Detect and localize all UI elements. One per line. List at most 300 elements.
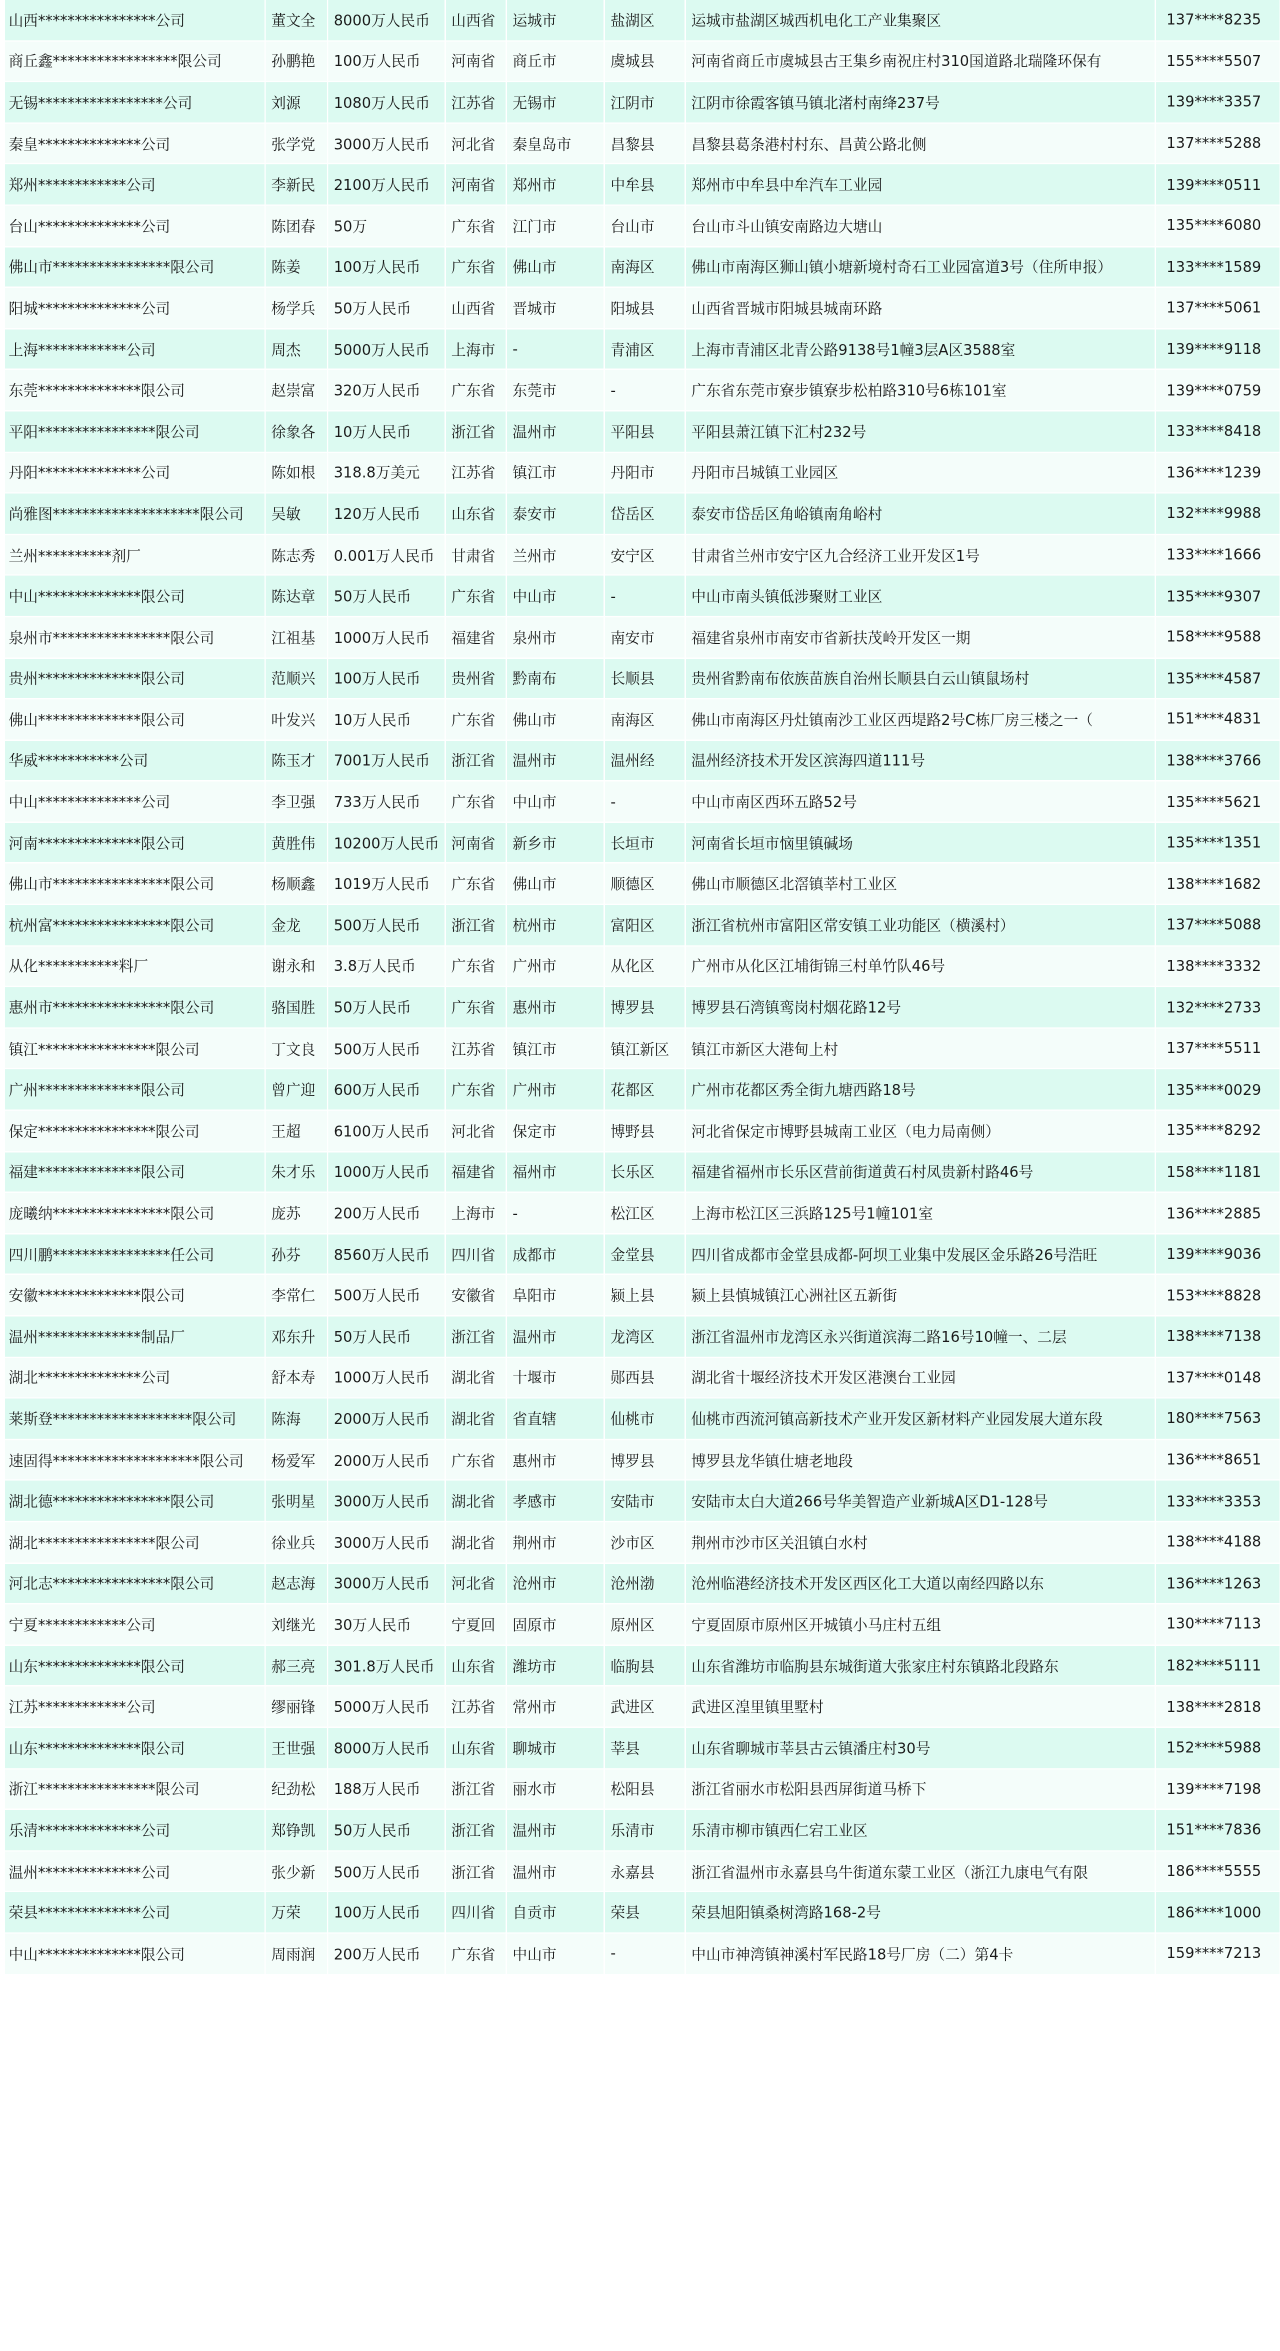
phone-cell: 133****1666 (1155, 534, 1280, 575)
phone-cell: 135****5621 (1155, 781, 1280, 822)
table-row (5, 1398, 1280, 1439)
legal-person-cell: 纪劲松 (265, 1768, 327, 1809)
city-cell: 镇江市 (506, 452, 604, 493)
legal-person-cell: 万荣 (265, 1892, 327, 1933)
province-cell: 广东省 (445, 370, 506, 411)
table-row (5, 123, 1280, 164)
registered-capital-cell: 3000万人民币 (327, 123, 445, 164)
registered-capital-cell: 120万人民币 (327, 493, 445, 534)
address-cell: 乐清市柳市镇西仁宕工业区 (685, 1809, 1155, 1850)
legal-person-cell: 江祖基 (265, 616, 327, 657)
address-cell: 佛山市南海区丹灶镇南沙工业区西堤路2号C栋厂房三楼之一（ (685, 699, 1155, 740)
phone-cell: 136****2885 (1155, 1192, 1280, 1233)
city-cell: 运城市 (506, 0, 604, 41)
company-name-cell: 佛山市****************限公司 (5, 246, 265, 287)
company-name-cell: 兰州**********剂厂 (5, 534, 265, 575)
province-cell: 四川省 (445, 1892, 506, 1933)
registered-capital-cell: 1000万人民币 (327, 1151, 445, 1192)
district-cell: 江阴市 (604, 82, 685, 123)
city-cell: 兰州市 (506, 534, 604, 575)
legal-person-cell: 杨学兵 (265, 287, 327, 328)
registered-capital-cell: 7001万人民币 (327, 740, 445, 781)
address-cell: 山西省晋城市阳城县城南环路 (685, 287, 1155, 328)
city-cell: 中山市 (506, 781, 604, 822)
table-row (5, 1316, 1280, 1357)
company-name-cell: 浙江****************限公司 (5, 1768, 265, 1809)
company-name-cell: 中山**************限公司 (5, 575, 265, 616)
company-name-cell: 无锡*****************公司 (5, 82, 265, 123)
address-cell: 广东省东莞市寮步镇寮步松柏路310号6栋101室 (685, 370, 1155, 411)
address-cell: 广州市从化区江埔街锦三村单竹队46号 (685, 946, 1155, 987)
district-cell: 台山市 (604, 205, 685, 246)
table-row (5, 1768, 1280, 1809)
address-cell: 丹阳市吕城镇工业园区 (685, 452, 1155, 493)
province-cell: 山东省 (445, 1645, 506, 1686)
address-cell: 中山市南头镇低涉聚财工业区 (685, 575, 1155, 616)
address-cell: 博罗县石湾镇鸾岗村烟花路12号 (685, 987, 1155, 1028)
registered-capital-cell: 320万人民币 (327, 370, 445, 411)
legal-person-cell: 陈玉才 (265, 740, 327, 781)
table-row (5, 699, 1280, 740)
table-body (5, 0, 1280, 1974)
province-cell: 湖北省 (445, 1398, 506, 1439)
district-cell: - (604, 1933, 685, 1974)
registered-capital-cell: 50万人民币 (327, 1809, 445, 1850)
table-row (5, 328, 1280, 369)
legal-person-cell: 杨顺鑫 (265, 863, 327, 904)
district-cell: 莘县 (604, 1727, 685, 1768)
legal-person-cell: 吴敏 (265, 493, 327, 534)
address-cell: 湖北省十堰经济技术开发区港澳台工业园 (685, 1357, 1155, 1398)
legal-person-cell: 朱才乐 (265, 1151, 327, 1192)
registered-capital-cell: 10万人民币 (327, 411, 445, 452)
company-name-cell: 四川鹏****************任公司 (5, 1234, 265, 1275)
district-cell: 平阳县 (604, 411, 685, 452)
table-row (5, 987, 1280, 1028)
city-cell: 惠州市 (506, 987, 604, 1028)
table-row (5, 411, 1280, 452)
province-cell: 湖北省 (445, 1357, 506, 1398)
table-row (5, 740, 1280, 781)
registered-capital-cell: 500万人民币 (327, 904, 445, 945)
province-cell: 河北省 (445, 123, 506, 164)
province-cell: 广东省 (445, 205, 506, 246)
district-cell: 长乐区 (604, 1151, 685, 1192)
province-cell: 广东省 (445, 1069, 506, 1110)
legal-person-cell: 陈海 (265, 1398, 327, 1439)
company-name-cell: 镇江****************限公司 (5, 1028, 265, 1069)
table-row (5, 1645, 1280, 1686)
company-name-cell: 温州**************公司 (5, 1851, 265, 1892)
province-cell: 广东省 (445, 863, 506, 904)
registered-capital-cell: 301.8万人民币 (327, 1645, 445, 1686)
registered-capital-cell: 5000万人民币 (327, 328, 445, 369)
address-cell: 仙桃市西流河镇高新技术产业开发区新材料产业园发展大道东段 (685, 1398, 1155, 1439)
district-cell: 安宁区 (604, 534, 685, 575)
district-cell: 富阳区 (604, 904, 685, 945)
phone-cell: 180****7563 (1155, 1398, 1280, 1439)
city-cell: 秦皇岛市 (506, 123, 604, 164)
phone-cell: 136****1263 (1155, 1563, 1280, 1604)
table-row (5, 1563, 1280, 1604)
company-name-cell: 速固得********************限公司 (5, 1439, 265, 1480)
address-cell: 台山市斗山镇安南路边大塘山 (685, 205, 1155, 246)
phone-cell: 153****8828 (1155, 1275, 1280, 1316)
company-name-cell: 平阳****************限公司 (5, 411, 265, 452)
legal-person-cell: 李常仁 (265, 1275, 327, 1316)
registered-capital-cell: 100万人民币 (327, 41, 445, 82)
district-cell: 顺德区 (604, 863, 685, 904)
legal-person-cell: 孙芬 (265, 1234, 327, 1275)
district-cell: 安陆市 (604, 1480, 685, 1521)
address-cell: 浙江省温州市永嘉县乌牛街道东蒙工业区（浙江九康电气有限 (685, 1851, 1155, 1892)
company-name-cell: 山西****************公司 (5, 0, 265, 41)
district-cell: 南安市 (604, 616, 685, 657)
legal-person-cell: 孙鹏艳 (265, 41, 327, 82)
table-row (5, 946, 1280, 987)
registered-capital-cell: 50万人民币 (327, 575, 445, 616)
legal-person-cell: 赵崇富 (265, 370, 327, 411)
address-cell: 颍上县慎城镇江心洲社区五新街 (685, 1275, 1155, 1316)
district-cell: 博罗县 (604, 1439, 685, 1480)
table-row (5, 904, 1280, 945)
city-cell: 阜阳市 (506, 1275, 604, 1316)
address-cell: 昌黎县葛条港村村东、昌黄公路北侧 (685, 123, 1155, 164)
phone-cell: 132****9988 (1155, 493, 1280, 534)
city-cell: 黔南布 (506, 658, 604, 699)
province-cell: 湖北省 (445, 1480, 506, 1521)
legal-person-cell: 杨爱军 (265, 1439, 327, 1480)
district-cell: 盐湖区 (604, 0, 685, 41)
city-cell: 温州市 (506, 1851, 604, 1892)
table-row (5, 41, 1280, 82)
address-cell: 贵州省黔南布依族苗族自治州长顺县白云山镇鼠场村 (685, 658, 1155, 699)
legal-person-cell: 李新民 (265, 164, 327, 205)
address-cell: 福建省福州市长乐区营前街道黄石村凤贵新村路46号 (685, 1151, 1155, 1192)
company-name-cell: 杭州富****************限公司 (5, 904, 265, 945)
phone-cell: 151****7836 (1155, 1809, 1280, 1850)
city-cell: 固原市 (506, 1604, 604, 1645)
phone-cell: 186****5555 (1155, 1851, 1280, 1892)
company-table (5, 0, 1280, 1975)
company-name-cell: 湖北德****************限公司 (5, 1480, 265, 1521)
province-cell: 贵州省 (445, 658, 506, 699)
city-cell: 佛山市 (506, 246, 604, 287)
table-row (5, 1234, 1280, 1275)
district-cell: 荣县 (604, 1892, 685, 1933)
city-cell: 温州市 (506, 411, 604, 452)
province-cell: 江苏省 (445, 452, 506, 493)
phone-cell: 186****1000 (1155, 1892, 1280, 1933)
legal-person-cell: 周雨润 (265, 1933, 327, 1974)
table-row (5, 1192, 1280, 1233)
address-cell: 河南省长垣市恼里镇碱场 (685, 822, 1155, 863)
address-cell: 博罗县龙华镇仕塘老地段 (685, 1439, 1155, 1480)
table-row (5, 1028, 1280, 1069)
table-row (5, 287, 1280, 328)
province-cell: 广东省 (445, 781, 506, 822)
legal-person-cell: 陈志秀 (265, 534, 327, 575)
registered-capital-cell: 100万人民币 (327, 1892, 445, 1933)
province-cell: 浙江省 (445, 411, 506, 452)
district-cell: 松江区 (604, 1192, 685, 1233)
legal-person-cell: 刘源 (265, 82, 327, 123)
company-name-cell: 湖北**************公司 (5, 1357, 265, 1398)
company-name-cell: 河南**************限公司 (5, 822, 265, 863)
city-cell: 孝感市 (506, 1480, 604, 1521)
registered-capital-cell: 500万人民币 (327, 1028, 445, 1069)
district-cell: 温州经 (604, 740, 685, 781)
company-name-cell: 安徽**************限公司 (5, 1275, 265, 1316)
table-row (5, 616, 1280, 657)
phone-cell: 137****5288 (1155, 123, 1280, 164)
phone-cell: 133****3353 (1155, 1480, 1280, 1521)
phone-cell: 139****7198 (1155, 1768, 1280, 1809)
province-cell: 福建省 (445, 1151, 506, 1192)
province-cell: 江苏省 (445, 1686, 506, 1727)
table-row (5, 1892, 1280, 1933)
address-cell: 运城市盐湖区城西机电化工产业集聚区 (685, 0, 1155, 41)
province-cell: 广东省 (445, 987, 506, 1028)
district-cell: 丹阳市 (604, 452, 685, 493)
district-cell: 阳城县 (604, 287, 685, 328)
address-cell: 荣县旭阳镇桑树湾路168-2号 (685, 1892, 1155, 1933)
address-cell: 山东省潍坊市临朐县东城街道大张家庄村东镇路北段路东 (685, 1645, 1155, 1686)
registered-capital-cell: 100万人民币 (327, 246, 445, 287)
phone-cell: 138****2818 (1155, 1686, 1280, 1727)
phone-cell: 137****5088 (1155, 904, 1280, 945)
district-cell: 仙桃市 (604, 1398, 685, 1439)
company-name-cell: 惠州市****************限公司 (5, 987, 265, 1028)
legal-person-cell: 张学党 (265, 123, 327, 164)
phone-cell: 139****0511 (1155, 164, 1280, 205)
phone-cell: 139****9118 (1155, 328, 1280, 369)
district-cell: 龙湾区 (604, 1316, 685, 1357)
table-row (5, 0, 1280, 41)
table-row (5, 575, 1280, 616)
company-name-cell: 河北志****************限公司 (5, 1563, 265, 1604)
registered-capital-cell: 3000万人民币 (327, 1522, 445, 1563)
table-row (5, 1686, 1280, 1727)
province-cell: 广东省 (445, 246, 506, 287)
phone-cell: 136****1239 (1155, 452, 1280, 493)
table-row (5, 205, 1280, 246)
province-cell: 浙江省 (445, 1851, 506, 1892)
district-cell: 永嘉县 (604, 1851, 685, 1892)
district-cell: 青浦区 (604, 328, 685, 369)
city-cell: 省直辖 (506, 1398, 604, 1439)
company-name-cell: 温州**************制品厂 (5, 1316, 265, 1357)
city-cell: 泰安市 (506, 493, 604, 534)
province-cell: 河北省 (445, 1110, 506, 1151)
company-name-cell: 东莞**************限公司 (5, 370, 265, 411)
phone-cell: 136****8651 (1155, 1439, 1280, 1480)
registered-capital-cell: 200万人民币 (327, 1933, 445, 1974)
province-cell: 广东省 (445, 1439, 506, 1480)
phone-cell: 135****4587 (1155, 658, 1280, 699)
registered-capital-cell: 3000万人民币 (327, 1563, 445, 1604)
phone-cell: 133****8418 (1155, 411, 1280, 452)
phone-cell: 139****3357 (1155, 82, 1280, 123)
phone-cell: 135****0029 (1155, 1069, 1280, 1110)
company-name-cell: 山东**************限公司 (5, 1727, 265, 1768)
city-cell: 中山市 (506, 1933, 604, 1974)
city-cell: 福州市 (506, 1151, 604, 1192)
legal-person-cell: 刘继光 (265, 1604, 327, 1645)
legal-person-cell: 赵志海 (265, 1563, 327, 1604)
table-row (5, 164, 1280, 205)
district-cell: 金堂县 (604, 1234, 685, 1275)
city-cell: - (506, 328, 604, 369)
district-cell: 镇江新区 (604, 1028, 685, 1069)
address-cell: 宁夏固原市原州区开城镇小马庄村五组 (685, 1604, 1155, 1645)
phone-cell: 152****5988 (1155, 1727, 1280, 1768)
address-cell: 沧州临港经济技术开发区西区化工大道以南经四路以东 (685, 1563, 1155, 1604)
district-cell: 昌黎县 (604, 123, 685, 164)
registered-capital-cell: 3.8万人民币 (327, 946, 445, 987)
registered-capital-cell: 2000万人民币 (327, 1439, 445, 1480)
legal-person-cell: 王世强 (265, 1727, 327, 1768)
legal-person-cell: 张少新 (265, 1851, 327, 1892)
company-name-cell: 佛山市****************限公司 (5, 863, 265, 904)
company-name-cell: 宁夏************公司 (5, 1604, 265, 1645)
address-cell: 山东省聊城市莘县古云镇潘庄村30号 (685, 1727, 1155, 1768)
company-name-cell: 保定****************限公司 (5, 1110, 265, 1151)
province-cell: 湖北省 (445, 1522, 506, 1563)
address-cell: 平阳县萧江镇下汇村232号 (685, 411, 1155, 452)
city-cell: 东莞市 (506, 370, 604, 411)
district-cell: 虞城县 (604, 41, 685, 82)
district-cell: 南海区 (604, 246, 685, 287)
address-cell: 荆州市沙市区关沮镇白水村 (685, 1522, 1155, 1563)
legal-person-cell: 陈团春 (265, 205, 327, 246)
district-cell: 沧州渤 (604, 1563, 685, 1604)
legal-person-cell: 陈达章 (265, 575, 327, 616)
registered-capital-cell: 6100万人民币 (327, 1110, 445, 1151)
legal-person-cell: 郑铮凯 (265, 1809, 327, 1850)
legal-person-cell: 金龙 (265, 904, 327, 945)
city-cell: - (506, 1192, 604, 1233)
legal-person-cell: 黄胜伟 (265, 822, 327, 863)
registered-capital-cell: 200万人民币 (327, 1192, 445, 1233)
district-cell: - (604, 781, 685, 822)
phone-cell: 133****1589 (1155, 246, 1280, 287)
table-row (5, 1275, 1280, 1316)
phone-cell: 135****1351 (1155, 822, 1280, 863)
company-name-cell: 乐清**************公司 (5, 1809, 265, 1850)
city-cell: 晋城市 (506, 287, 604, 328)
registered-capital-cell: 1019万人民币 (327, 863, 445, 904)
legal-person-cell: 骆国胜 (265, 987, 327, 1028)
city-cell: 潍坊市 (506, 1645, 604, 1686)
company-name-cell: 华威***********公司 (5, 740, 265, 781)
address-cell: 佛山市南海区狮山镇小塘新境村奇石工业园富道3号（住所申报） (685, 246, 1155, 287)
table-row (5, 1851, 1280, 1892)
registered-capital-cell: 188万人民币 (327, 1768, 445, 1809)
district-cell: 长顺县 (604, 658, 685, 699)
phone-cell: 137****8235 (1155, 0, 1280, 41)
registered-capital-cell: 10200万人民币 (327, 822, 445, 863)
city-cell: 温州市 (506, 740, 604, 781)
registered-capital-cell: 5000万人民币 (327, 1686, 445, 1727)
table-row (5, 1809, 1280, 1850)
legal-person-cell: 舒本寿 (265, 1357, 327, 1398)
legal-person-cell: 谢永和 (265, 946, 327, 987)
registered-capital-cell: 733万人民币 (327, 781, 445, 822)
company-name-cell: 上海************公司 (5, 328, 265, 369)
city-cell: 十堰市 (506, 1357, 604, 1398)
company-name-cell: 泉州市****************限公司 (5, 616, 265, 657)
legal-person-cell: 张明星 (265, 1480, 327, 1521)
legal-person-cell: 李卫强 (265, 781, 327, 822)
company-name-cell: 中山**************公司 (5, 781, 265, 822)
address-cell: 浙江省温州市龙湾区永兴街道滨海二路16号10幢一、二层 (685, 1316, 1155, 1357)
phone-cell: 151****4831 (1155, 699, 1280, 740)
registered-capital-cell: 2100万人民币 (327, 164, 445, 205)
phone-cell: 138****4188 (1155, 1522, 1280, 1563)
registered-capital-cell: 30万人民币 (327, 1604, 445, 1645)
phone-cell: 138****7138 (1155, 1316, 1280, 1357)
registered-capital-cell: 8000万人民币 (327, 1727, 445, 1768)
registered-capital-cell: 318.8万美元 (327, 452, 445, 493)
city-cell: 新乡市 (506, 822, 604, 863)
province-cell: 四川省 (445, 1234, 506, 1275)
city-cell: 佛山市 (506, 699, 604, 740)
table-row (5, 246, 1280, 287)
address-cell: 浙江省杭州市富阳区常安镇工业功能区（横溪村） (685, 904, 1155, 945)
legal-person-cell: 徐象各 (265, 411, 327, 452)
city-cell: 丽水市 (506, 1768, 604, 1809)
province-cell: 江苏省 (445, 1028, 506, 1069)
phone-cell: 135****8292 (1155, 1110, 1280, 1151)
city-cell: 常州市 (506, 1686, 604, 1727)
company-name-cell: 丹阳**************公司 (5, 452, 265, 493)
city-cell: 成都市 (506, 1234, 604, 1275)
province-cell: 河南省 (445, 822, 506, 863)
city-cell: 杭州市 (506, 904, 604, 945)
address-cell: 温州经济技术开发区滨海四道111号 (685, 740, 1155, 781)
company-name-cell: 郑州************公司 (5, 164, 265, 205)
legal-person-cell: 庞苏 (265, 1192, 327, 1233)
address-cell: 浙江省丽水市松阳县西屏街道马桥下 (685, 1768, 1155, 1809)
address-cell: 上海市松江区三浜路125号1幢101室 (685, 1192, 1155, 1233)
address-cell: 上海市青浦区北青公路9138号1幢3层A区3588室 (685, 328, 1155, 369)
company-name-cell: 江苏************公司 (5, 1686, 265, 1727)
address-cell: 中山市南区西环五路52号 (685, 781, 1155, 822)
table-row (5, 1480, 1280, 1521)
province-cell: 河南省 (445, 41, 506, 82)
province-cell: 山西省 (445, 0, 506, 41)
company-name-cell: 荣县**************公司 (5, 1892, 265, 1933)
district-cell: 原州区 (604, 1604, 685, 1645)
province-cell: 山东省 (445, 493, 506, 534)
legal-person-cell: 陈姜 (265, 246, 327, 287)
city-cell: 泉州市 (506, 616, 604, 657)
district-cell: 临朐县 (604, 1645, 685, 1686)
company-name-cell: 台山**************公司 (5, 205, 265, 246)
province-cell: 广东省 (445, 699, 506, 740)
address-cell: 镇江市新区大港甸上村 (685, 1028, 1155, 1069)
address-cell: 佛山市顺德区北滘镇莘村工业区 (685, 863, 1155, 904)
phone-cell: 135****6080 (1155, 205, 1280, 246)
phone-cell: 158****1181 (1155, 1151, 1280, 1192)
legal-person-cell: 董文全 (265, 0, 327, 41)
district-cell: 乐清市 (604, 1809, 685, 1850)
phone-cell: 137****5511 (1155, 1028, 1280, 1069)
district-cell: - (604, 370, 685, 411)
legal-person-cell: 范顺兴 (265, 658, 327, 699)
company-name-cell: 佛山**************限公司 (5, 699, 265, 740)
